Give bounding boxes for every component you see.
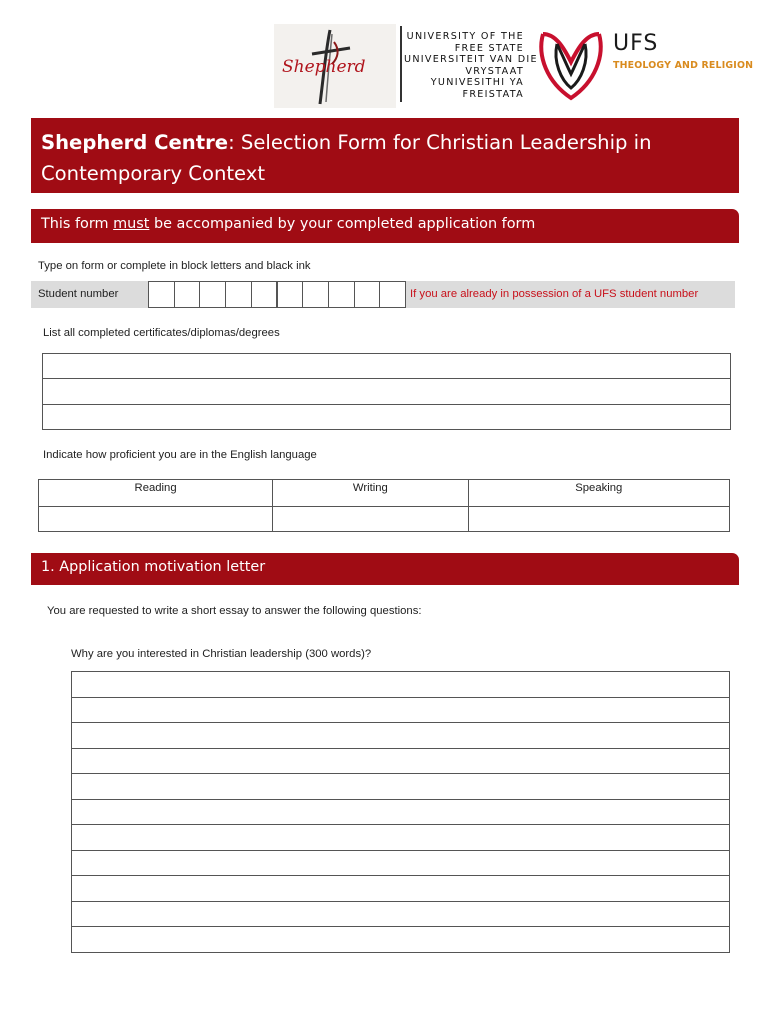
answer-line[interactable]	[71, 748, 730, 775]
ufs-subtitle: THEOLOGY AND RELIGION	[613, 60, 754, 71]
writing-field[interactable]	[273, 507, 468, 532]
answer-line[interactable]	[71, 824, 730, 851]
notice-bar	[31, 209, 739, 243]
student-number-digit-box[interactable]	[225, 281, 252, 308]
answer-line[interactable]	[71, 671, 730, 698]
column-header-reading: Reading	[39, 480, 273, 507]
university-line: FREISTATA	[462, 88, 524, 100]
ufs-emblem-icon	[533, 26, 609, 102]
answer-line[interactable]	[71, 926, 730, 953]
student-number-label: Student number	[38, 288, 119, 300]
notice-emphasis: must	[113, 216, 150, 232]
student-number-digit-box[interactable]	[328, 281, 355, 308]
university-line: VRYSTAAT	[465, 65, 524, 77]
english-proficiency-table	[38, 479, 730, 532]
certificate-field-2[interactable]	[42, 378, 731, 405]
section-1-intro: You are requested to write a short essay to answer the following questions:	[47, 605, 422, 617]
university-line: YUNIVESITHI YA	[430, 77, 524, 89]
section-1-question: Why are you interested in Christian leadership (300 words)?	[71, 648, 372, 660]
reading-field[interactable]	[39, 507, 273, 532]
page-title	[31, 118, 739, 193]
notice-text-after: be accompanied by your completed application form	[149, 216, 536, 232]
speaking-field[interactable]	[468, 507, 729, 532]
student-number-digit-box[interactable]	[354, 281, 381, 308]
university-name	[404, 31, 538, 101]
column-header-writing: Writing	[273, 480, 468, 507]
student-number-digit-box[interactable]	[251, 281, 278, 308]
column-header-speaking: Speaking	[468, 480, 729, 507]
answer-line[interactable]	[71, 850, 730, 877]
student-number-digit-box[interactable]	[199, 281, 226, 308]
header-divider	[400, 26, 402, 102]
answer-line[interactable]	[71, 875, 730, 902]
title-rest: : Selection Form for Christian Leadership in Contemporary Context	[41, 131, 652, 185]
student-number-note: If you are already in possession of a UFS student number	[410, 288, 699, 300]
notice-text-before: This form	[41, 216, 114, 232]
shepherd-logo-graphic	[274, 24, 396, 108]
student-number-digit-box[interactable]	[277, 281, 304, 308]
answer-line[interactable]	[71, 773, 730, 800]
ufs-wordmark: UFS	[613, 31, 659, 56]
answer-line[interactable]	[71, 799, 730, 826]
svg-text:Shepherd: Shepherd	[282, 57, 366, 77]
university-line: UNIVERSITY OF THE	[406, 31, 524, 42]
shepherd-logo	[274, 24, 396, 108]
answer-line[interactable]	[71, 901, 730, 928]
section-1-heading: 1. Application motivation letter	[31, 553, 739, 585]
answer-line[interactable]	[71, 697, 730, 724]
student-number-digit-box[interactable]	[148, 281, 175, 308]
certificate-field-1[interactable]	[42, 353, 731, 379]
certificates-label: List all completed certificates/diplomas/degrees	[43, 327, 280, 339]
university-line: UNIVERSITEIT VAN DIE	[404, 54, 538, 66]
student-number-digit-box[interactable]	[302, 281, 329, 308]
english-label: Indicate how proficient you are in the English language	[43, 449, 317, 461]
title-bold: Shepherd Centre	[41, 131, 229, 154]
student-number-digit-box[interactable]	[379, 281, 406, 308]
certificate-field-3[interactable]	[42, 404, 731, 430]
student-number-digit-box[interactable]	[174, 281, 201, 308]
answer-line[interactable]	[71, 722, 730, 749]
instructions: Type on form or complete in block letters and black ink	[38, 260, 311, 272]
university-line: FREE STATE	[454, 42, 524, 54]
